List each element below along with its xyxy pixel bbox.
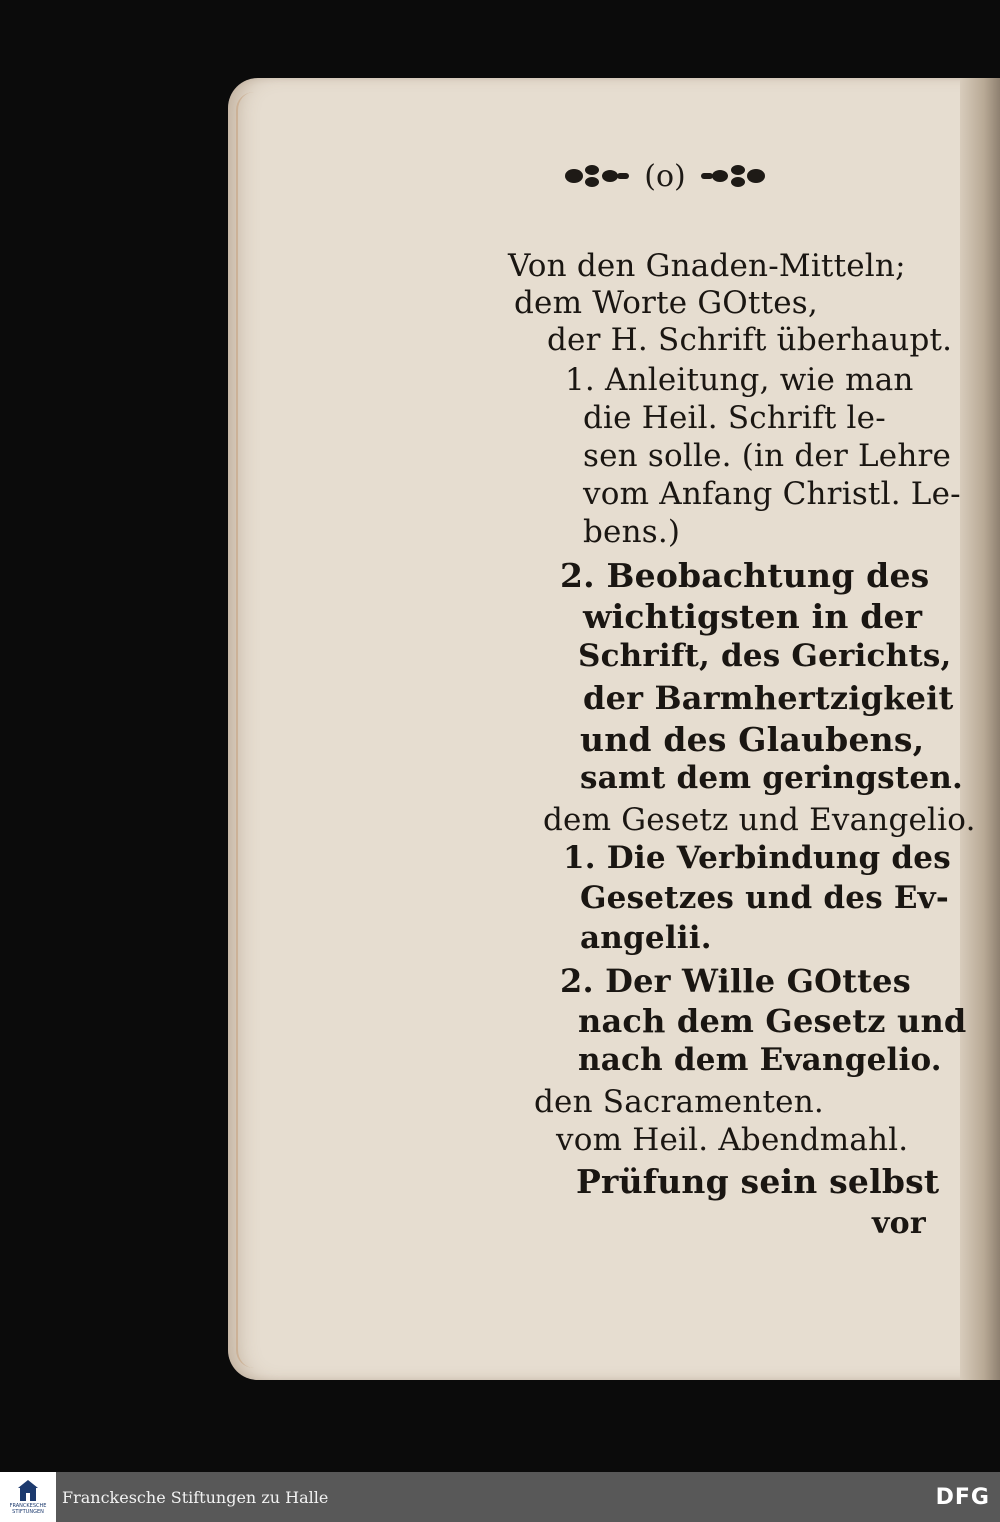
text-line: wichtigsten in der bbox=[583, 597, 923, 636]
text-line: sen solle. (in der Lehre bbox=[583, 438, 952, 474]
page-edge bbox=[236, 92, 254, 1368]
text-line: Gesetzes und des Ev- bbox=[580, 880, 949, 916]
text-line: vom Heil. Abendmahl. bbox=[556, 1122, 909, 1158]
text-line: angelii. bbox=[580, 920, 712, 956]
text-line: der Barmhertzigkeit bbox=[583, 679, 954, 717]
text-line: 2. Der Wille GOttes bbox=[560, 962, 911, 1000]
page-header bbox=[545, 156, 785, 196]
text-line: nach dem Evangelio. bbox=[578, 1042, 942, 1078]
building-icon bbox=[17, 1479, 39, 1503]
text-line: dem Worte GOttes, bbox=[514, 285, 818, 321]
text-line: 1. Anleitung, wie man bbox=[565, 362, 914, 398]
text-line: Schrift, des Gerichts, bbox=[578, 638, 952, 674]
text-line: der H. Schrift überhaupt. bbox=[547, 322, 953, 358]
institution-logo[interactable] bbox=[0, 1472, 56, 1522]
catchword: vor bbox=[872, 1206, 926, 1241]
logo-text: STIFTUNGEN bbox=[12, 1509, 44, 1515]
dfg-logo[interactable]: DFG bbox=[935, 1484, 990, 1510]
text-line: die Heil. Schrift le- bbox=[583, 400, 886, 436]
logo-text: FRANCKESCHE bbox=[9, 1503, 47, 1509]
footer-title[interactable]: Franckesche Stiftungen zu Halle bbox=[62, 1487, 329, 1507]
text-line: dem Gesetz und Evangelio. bbox=[543, 802, 976, 838]
text-line: bens.) bbox=[583, 514, 681, 550]
book-gutter bbox=[960, 78, 1000, 1380]
footer-bar bbox=[0, 1472, 1000, 1522]
text-line: Prüfung sein selbst bbox=[576, 1162, 940, 1201]
text-line: und des Glaubens, bbox=[580, 720, 925, 759]
page-number: (o) bbox=[644, 158, 686, 194]
text-line: 1. Die Verbindung des bbox=[563, 840, 951, 876]
ornament-icon bbox=[698, 161, 768, 191]
text-line: samt dem geringsten. bbox=[580, 760, 963, 796]
text-line: Von den Gnaden-Mitteln; bbox=[508, 248, 906, 284]
text-line: vom Anfang Christl. Le- bbox=[583, 476, 961, 512]
text-line: nach dem Gesetz und bbox=[578, 1002, 967, 1040]
text-line: den Sacramenten. bbox=[534, 1084, 824, 1120]
ornament-icon bbox=[562, 161, 632, 191]
text-line: 2. Beobachtung des bbox=[560, 556, 930, 595]
